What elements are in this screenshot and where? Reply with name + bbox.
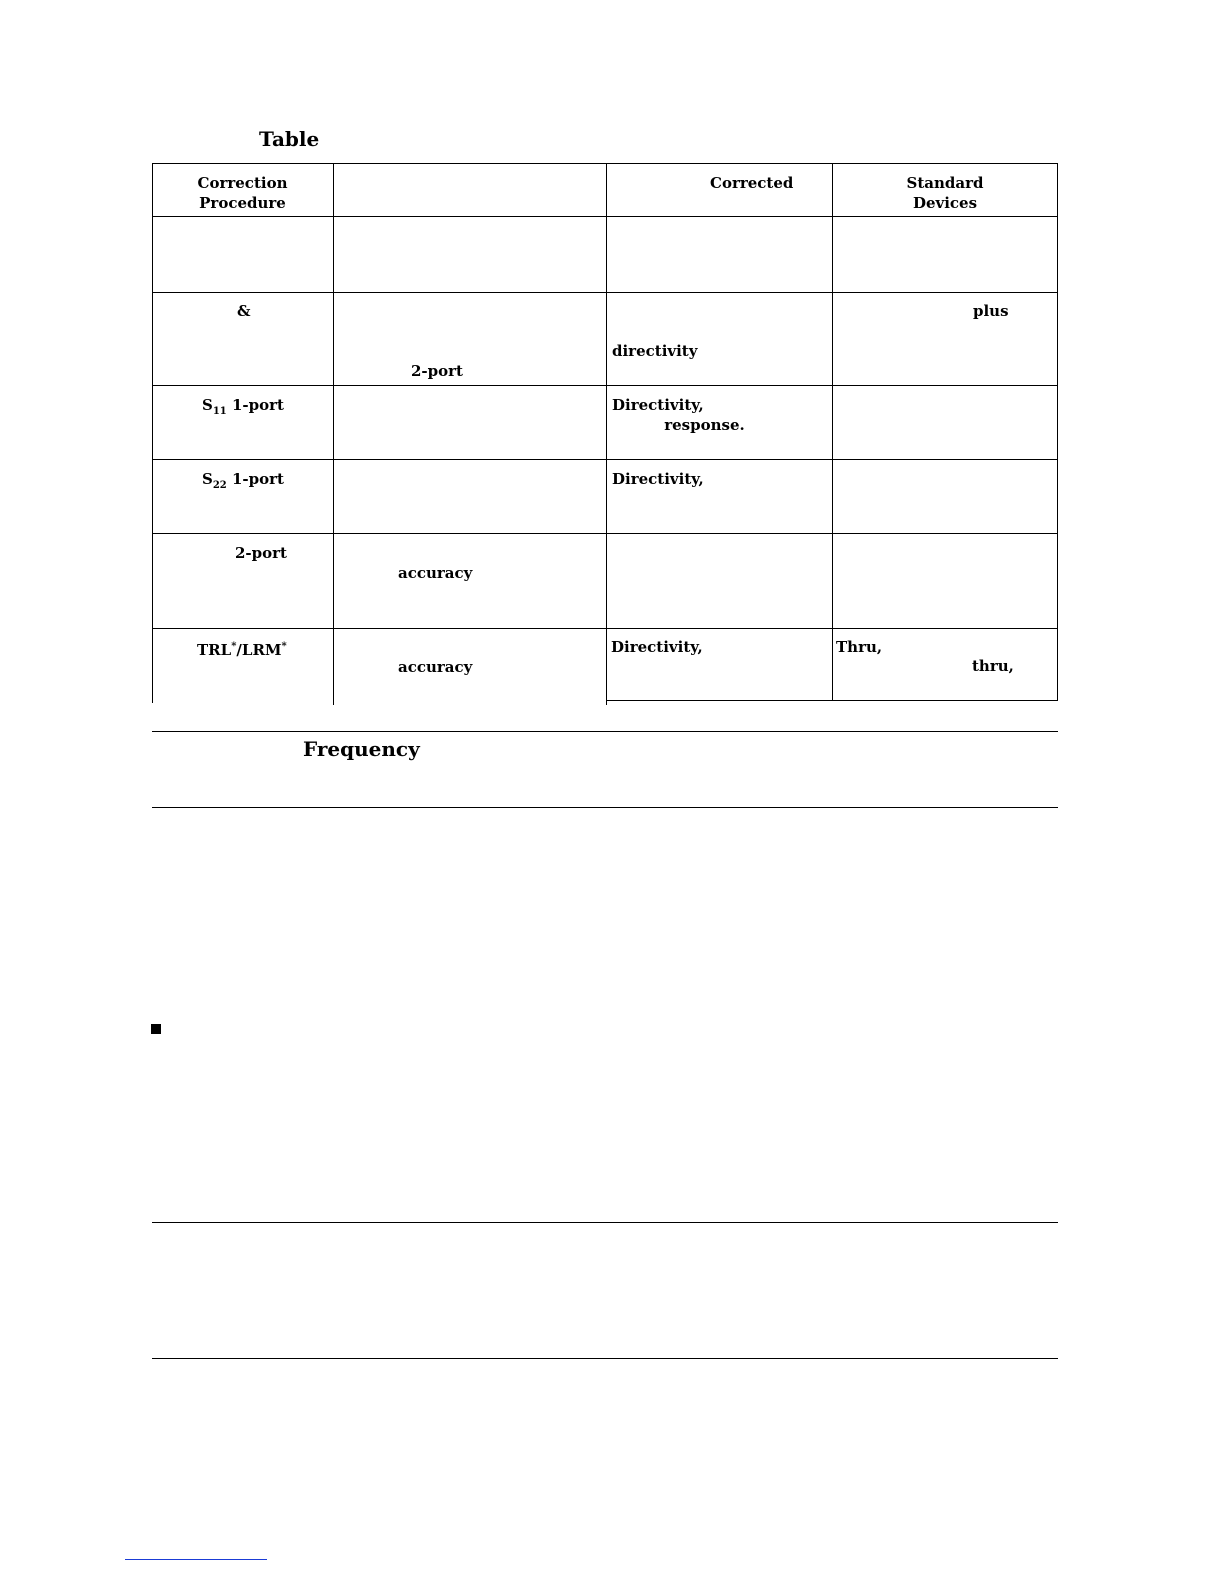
table-border-left xyxy=(152,163,153,703)
column-divider xyxy=(333,163,334,705)
column-divider xyxy=(606,163,607,705)
row2-procedure: & xyxy=(237,302,251,320)
row2-description: 2-port xyxy=(411,362,463,380)
table-header-divider xyxy=(152,216,1058,217)
row-divider xyxy=(152,533,1058,534)
note-rule-top xyxy=(152,1222,1058,1223)
row-divider xyxy=(606,700,836,701)
table-border-top xyxy=(152,163,1058,164)
row3-corrected: Directivity, response. xyxy=(612,396,745,434)
header-corrected: Corrected xyxy=(710,174,794,192)
row6-procedure: TRL*/LRM* xyxy=(197,641,287,659)
row6-standards-b: thru, xyxy=(972,657,1014,675)
column-divider xyxy=(832,163,833,701)
correction-table xyxy=(152,163,1058,703)
section-heading: Frequency xyxy=(303,737,420,761)
header-procedure: Correction Procedure xyxy=(197,174,288,212)
row-divider xyxy=(152,628,1058,629)
row6-standards-a: Thru, xyxy=(836,638,883,656)
row2-corrected: directivity xyxy=(612,342,698,360)
row-divider xyxy=(152,459,1058,460)
row6-description: accuracy xyxy=(398,658,473,676)
row6-corrected: Directivity, xyxy=(611,638,703,656)
row-divider xyxy=(832,700,1058,701)
table-border-right xyxy=(1057,163,1058,701)
row5-procedure: 2-port xyxy=(235,544,287,562)
row-divider xyxy=(152,385,1058,386)
footer-link-underline xyxy=(125,1559,267,1560)
row4-procedure: $S_{22}$ 1-port xyxy=(202,470,284,491)
section-rule-top xyxy=(152,731,1058,732)
note-rule-bottom xyxy=(152,1358,1058,1359)
header-standard-devices: Standard Devices xyxy=(906,174,984,212)
section-rule-bottom xyxy=(152,807,1058,808)
row5-description: accuracy xyxy=(398,564,473,582)
table-caption: Table xyxy=(259,127,320,151)
row2-standards: plus xyxy=(973,302,1009,320)
row4-corrected: Directivity, xyxy=(612,470,704,488)
row-divider xyxy=(152,292,1058,293)
row3-procedure: $S_{11}$ 1-port xyxy=(202,396,284,417)
bullet-icon xyxy=(151,1024,161,1034)
